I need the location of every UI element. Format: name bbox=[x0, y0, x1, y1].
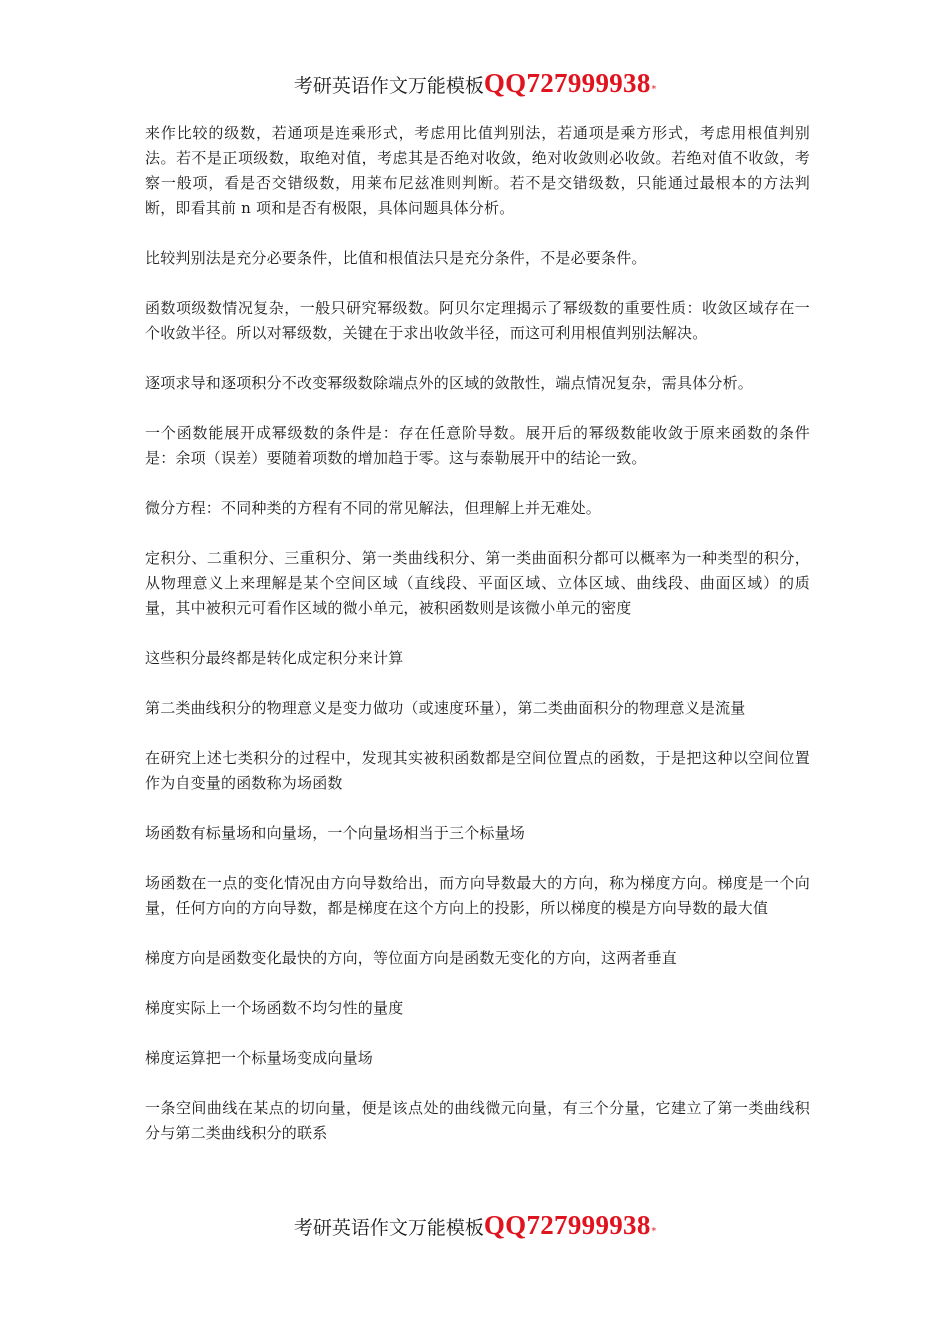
header-title: 考研英语作文万能模板 bbox=[293, 75, 484, 97]
footer-mark: * bbox=[651, 1227, 657, 1237]
paragraph: 一条空间曲线在某点的切向量，便是该点处的曲线微元向量，有三个分量，它建立了第一类曲线积分与第二类曲线积分的联系 bbox=[145, 1099, 810, 1142]
document-body bbox=[145, 121, 810, 1171]
paragraph: 定积分、二重积分、三重积分、第一类曲线积分、第一类曲面积分都可以概率为一种类型的积分，从物理意义上来理解是某个空间区域（直线段、平面区域、立体区域、曲线段、曲面区域）的质量，其中被积元可看作区域的微小单元，被积函数则是该微小单元的密度 bbox=[145, 549, 810, 617]
paragraph: 第二类曲线积分的物理意义是变力做功（或速度环量），第二类曲面积分的物理意义是流量 bbox=[145, 699, 746, 717]
page-header bbox=[0, 68, 950, 99]
paragraph: 场函数在一点的变化情况由方向导数给出，而方向导数最大的方向，称为梯度方向。梯度是一个向量，任何方向的方向导数，都是梯度在这个方向上的投影，所以梯度的模是方向导数的最大值 bbox=[145, 874, 810, 917]
footer-qq-number: QQ727999938 bbox=[483, 1210, 651, 1240]
paragraph: 微分方程：不同种类的方程有不同的常见解法，但理解上并无难处。 bbox=[145, 499, 602, 517]
header-qq-number: QQ727999938 bbox=[483, 68, 651, 98]
paragraph: 来作比较的级数，若通项是连乘形式，考虑用比值判别法，若通项是乘方形式，考虑用根值判别法。若不是正项级数，取绝对值，考虑其是否绝对收敛，绝对收敛则必收敛。若绝对值不收敛，考察一般项，看是否交错级数，用莱布尼兹准则判断。若不是交错级数，只能通过最根本的方法判断，即看其前 n 项和是否有极限，具体问题具体分析。 bbox=[145, 124, 810, 217]
paragraph: 梯度方向是函数变化最快的方向，等位面方向是函数无变化的方向，这两者垂直 bbox=[145, 949, 678, 967]
paragraph: 这些积分最终都是转化成定积分来计算 bbox=[145, 649, 404, 667]
paragraph: 梯度实际上一个场函数不均匀性的量度 bbox=[145, 999, 404, 1017]
paragraph: 逐项求导和逐项积分不改变幂级数除端点外的区域的敛散性，端点情况复杂，需具体分析。 bbox=[145, 374, 754, 392]
paragraph: 一个函数能展开成幂级数的条件是：存在任意阶导数。展开后的幂级数能收敛于原来函数的条件是：余项（误差）要随着项数的增加趋于零。这与泰勒展开中的结论一致。 bbox=[145, 424, 810, 467]
paragraph: 场函数有标量场和向量场，一个向量场相当于三个标量场 bbox=[145, 824, 526, 842]
paragraph: 在研究上述七类积分的过程中，发现其实被积函数都是空间位置点的函数，于是把这种以空间位置作为自变量的函数称为场函数 bbox=[145, 749, 810, 792]
paragraph: 函数项级数情况复杂，一般只研究幂级数。阿贝尔定理揭示了幂级数的重要性质：收敛区域存在一个收敛半径。所以对幂级数，关键在于求出收敛半径，而这可利用根值判别法解决。 bbox=[145, 299, 810, 342]
paragraph: 梯度运算把一个标量场变成向量场 bbox=[145, 1049, 374, 1067]
footer-title: 考研英语作文万能模板 bbox=[293, 1217, 484, 1239]
paragraph: 比较判别法是充分必要条件，比值和根值法只是充分条件，不是必要条件。 bbox=[145, 249, 647, 267]
page-footer bbox=[0, 1210, 950, 1241]
header-mark: * bbox=[651, 85, 657, 95]
